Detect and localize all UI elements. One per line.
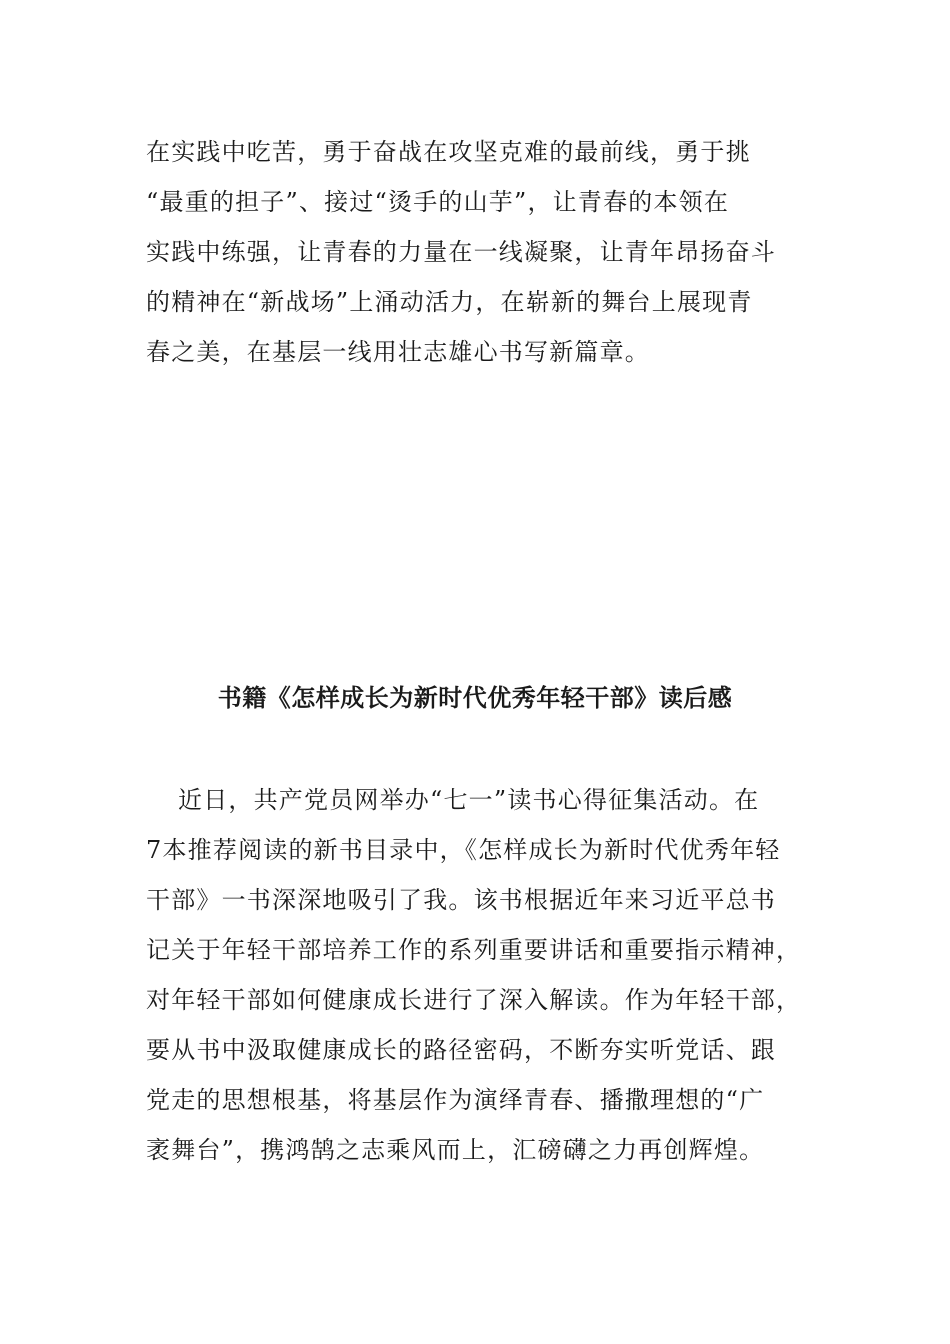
article-line: 袤舞台”，携鸿鹄之志乘风而上，汇磅礴之力再创辉煌。 — [146, 1136, 765, 1164]
article-line: 7本推荐阅读的新书目录中，《怎样成长为新时代优秀年轻 — [146, 836, 781, 864]
article-line: 对年轻干部如何健康成长进行了深入解读。作为年轻干部， — [146, 986, 802, 1014]
paragraph-line: “最重的担子”、接过“烫手的山芋”，让青春的本领在 — [146, 188, 730, 216]
article-line: 党走的思想根基，将基层作为演绎青春、播撒理想的“广 — [146, 1086, 765, 1114]
article-title: 书籍《怎样成长为新时代优秀年轻干部》读后感 — [217, 683, 733, 712]
article-line: 要从书中汲取健康成长的路径密码，不断夯实听党话、跟 — [146, 1036, 776, 1064]
paragraph-line: 实践中练强，让青春的力量在一线凝聚，让青年昂扬奋斗 — [146, 238, 776, 266]
article-line: 记关于年轻干部培养工作的系列重要讲话和重要指示精神， — [146, 936, 802, 964]
article-line: 干部》一书深深地吸引了我。该书根据近年来习近平总书 — [146, 886, 776, 914]
paragraph-line: 在实践中吃苦，勇于奋战在攻坚克难的最前线，勇于挑 — [146, 138, 751, 166]
paragraph-line: 春之美，在基层一线用壮志雄心书写新篇章。 — [146, 338, 650, 366]
paragraph-line: 的精神在“新战场”上涌动活力，在崭新的舞台上展现青 — [146, 288, 753, 316]
article-line: 近日，共产党员网举办“七一”读书心得征集活动。在 — [178, 786, 760, 814]
